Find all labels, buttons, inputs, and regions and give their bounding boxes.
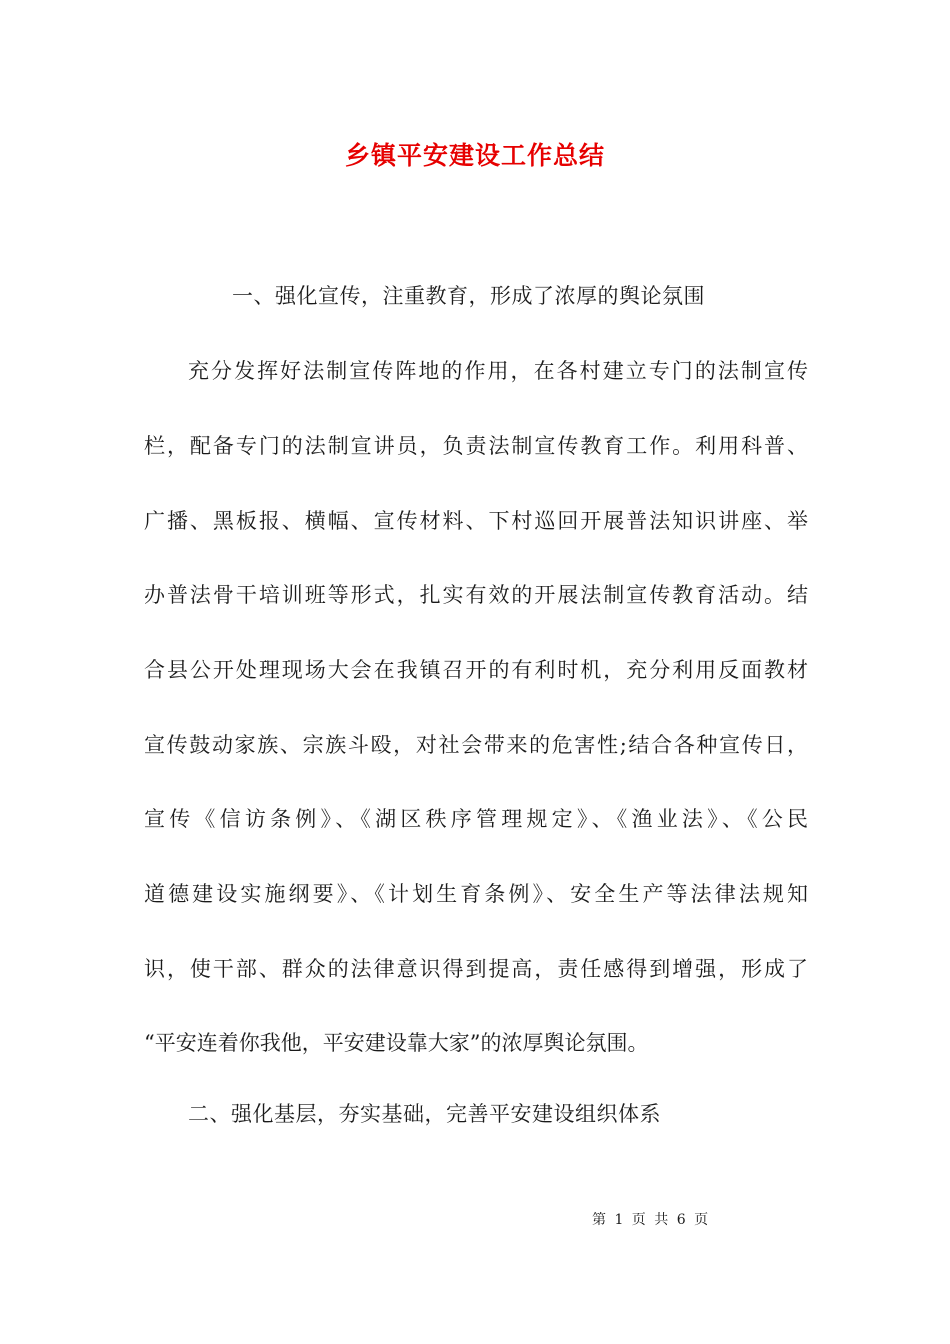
paragraph-line: 广播、黑板报、横幅、宣传材料、下村巡回开展普法知识讲座、举 <box>144 509 808 533</box>
paragraph-line: 宣传鼓动家族、宗族斗殴，对社会带来的危害性;结合各种宣传日， <box>144 733 808 757</box>
page-footer: 第 1 页 共 6 页 <box>592 1212 709 1228</box>
paragraph-line: 宣传《信访条例》、《湖区秩序管理规定》、《渔业法》、《公民 <box>144 807 808 831</box>
paragraph-line: 栏，配备专门的法制宣讲员，负责法制宣传教育工作。利用科普、 <box>144 434 808 458</box>
paragraph-line: 合县公开处理现场大会在我镇召开的有利时机，充分利用反面教材 <box>144 658 808 682</box>
paragraph-line: 办普法骨干培训班等形式，扎实有效的开展法制宣传教育活动。结 <box>144 583 808 607</box>
document-title: 乡镇平安建设工作总结 <box>344 141 605 170</box>
paragraph-line: 道德建设实施纲要》、《计划生育条例》、安全生产等法律法规知 <box>144 882 808 906</box>
section-heading-1: 一、强化宣传，注重教育，形成了浓厚的舆论氛围 <box>232 284 705 308</box>
paragraph-line: 识，使干部、群众的法律意识得到提高，责任感得到增强，形成了 <box>144 957 808 981</box>
paragraph-line: 充分发挥好法制宣传阵地的作用，在各村建立专门的法制宣传 <box>188 359 808 383</box>
section-heading-2: 二、强化基层，夯实基础，完善平安建设组织体系 <box>188 1102 661 1126</box>
paragraph-line: “平安连着你我他，平安建设靠大家”的浓厚舆论氛围。 <box>144 1031 649 1055</box>
